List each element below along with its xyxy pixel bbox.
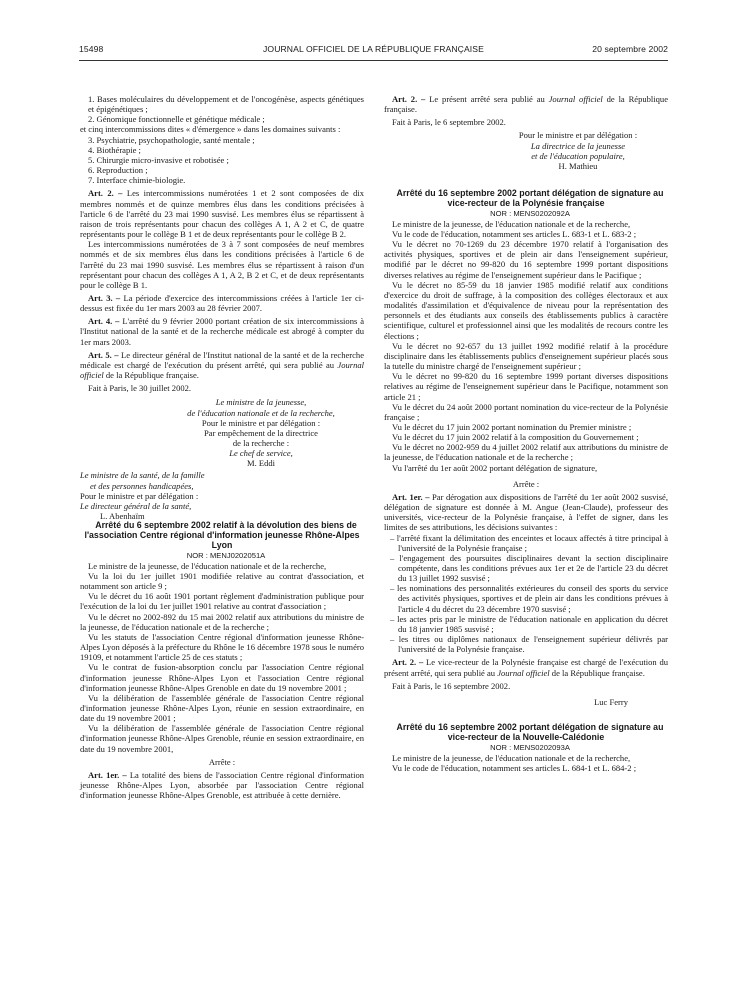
list-item: 7. Interface chimie-biologie.: [88, 175, 186, 186]
list-item: – les nominations des personnalités extérieures du conseil des sports du service des activités physiques, sportives et de plein air dans les conditions prévues à l'article 4 du décret du 23 décembre 1970 susvisé ;: [390, 583, 668, 614]
paragraph: Les intercommissions numérotées de 3 à 7 sont composées de neuf membres nommés et de six membres élus dans les conditions précisées à l'article 6 de l'arrêté du 23 mai 1990 susvisé. Les membres élus se répartissent à raison d'un représentant pour chacun des collèges A 1, A 2, B 2 et C, et de deux représentants pour le collège B 1.: [80, 239, 364, 290]
page-header: [79, 44, 668, 58]
paragraph: Vu la loi du 1er juillet 1901 modifiée relative au contrat d'association, et notamment son article 9 ;: [80, 570, 364, 592]
arrete-heading: Arrête :: [208, 756, 236, 767]
paragraph: Vu le décret no 99-820 du 16 septembre 1999 portant diverses dispositions relatives au régime de l'enseignement supérieur dans le Pacifique, notamment son article 21 ;: [384, 371, 668, 402]
signature-block: Le ministre de la santé, de la famille et des personnes handicapées, Pour le ministre et par délégation : Le directeur général de la santé, L. Abenhaïm: [80, 470, 364, 521]
article-paragraph: Art. 2. – Le présent arrêté sera publié au Journal officiel de la République française.: [384, 94, 668, 115]
signatory-name: M. Eddi: [246, 458, 275, 469]
paragraph: Vu le code de l'éducation, notamment ses articles L. 683-1 et L. 683-2 ;: [392, 229, 637, 239]
article-label: Art. 5. –: [88, 349, 119, 360]
article-label: Art. 1er. –: [88, 769, 127, 780]
article-label: Art. 2. –: [88, 188, 123, 199]
issue-date: 20 septembre 2002: [592, 44, 668, 54]
article-paragraph: Art. 4. – L'arrêté du 9 février 2000 portant création de six intercommissions à l'Institut national de la santé et de la recherche médicale est abrogé à compter du 1er mars 2003.: [80, 316, 364, 347]
paragraph: Le ministre de la jeunesse, de l'éducation nationale et de la recherche,: [392, 218, 631, 229]
list-item: 5. Chirurgie micro-invasive et robotisée ;: [88, 154, 229, 165]
paragraph: Vu l'arrêté du 1er août 2002 portant délégation de signature,: [392, 462, 598, 473]
paragraph: Vu le décret du 17 juin 2002 portant nomination du Premier ministre ;: [392, 421, 632, 432]
paragraph: Vu le code de l'éducation, notamment ses articles L. 684-1 et L. 684-2 ;: [392, 762, 637, 773]
paragraph: Vu le décret du 17 juin 2002 relatif à la composition du Gouvernement ;: [392, 432, 639, 443]
article-paragraph: Art. 1er. – La totalité des biens de l'association Centre régional d'information jeunesse Rhône-Alpes Lyon, absorbée par l'association Centre régional d'information jeunesse Rhône-Alpes Grenoble, est attribuée à cette dernière.: [80, 769, 364, 801]
list-item: – les actes pris par le ministre de l'éducation nationale en application du décret du 18 janvier 1985 susvisé ;: [390, 613, 668, 634]
list-item: 1. Bases moléculaires du développement et de l'oncogénèse, aspects génétiques et épigénétiques ;: [88, 94, 364, 115]
list-item: 3. Psychiatrie, psychopathologie, santé mentale ;: [88, 134, 255, 145]
list-item: – l'arrêté fixant la délimitation des enceintes et locaux affectés à titre principal à l'université de la Polynésie française ;: [390, 532, 668, 553]
signing-date: Fait à Paris, le 6 septembre 2002.: [392, 117, 506, 128]
list-item: – l'engagement des poursuites disciplinaires devant la section disciplinaire compétente, dans les conditions prévues aux 1er et 2e de l'article 23 du décret du 13 juillet 1992 susvisé ;: [390, 552, 668, 584]
paragraph: Vu le décret du 24 août 2000 portant nomination du vice-recteur de la Polynésie française ;: [384, 401, 668, 422]
article-paragraph: Art. 2. – Les intercommissions numérotées 1 et 2 sont composées de dix membres nommés et de quinze membres élus dans les conditions précisées à l'article 6 de l'arrêté du 23 mai 1990 susvisé. Les membres élus se répartissent à raison de trois représentants pour chacun des collèges A 1, A 2 et C, de quatre représentants pour le collège B 1 et de deux représentants pour le collège B 2.: [80, 188, 365, 240]
paragraph: Vu le contrat de fusion-absorption conclu par l'association Centre régional d'information jeunesse Rhône-Alpes Lyon et l'association Centre régional d'information jeunesse Rhône-Alpes Grenoble en date du 19 novembre 2001 ;: [80, 662, 364, 693]
signatory-name: L. Abenhaïm: [100, 511, 145, 522]
paragraph: Vu la délibération de l'assemblée générale de l'association Centre régional d'information jeunesse Rhône-Alpes Grenoble, réunie en session extraordinaire, en date du 19 novembre 2001,: [80, 723, 364, 754]
paragraph: et cinq intercommissions dites « d'émergence » dans les domaines suivants :: [80, 124, 341, 135]
paragraph: Le ministre de la jeunesse, de l'éducation nationale et de la recherche,: [88, 560, 327, 571]
signing-date: Fait à Paris, le 30 juillet 2002.: [88, 383, 192, 394]
paragraph: Vu le décret no 2002-959 du 4 juillet 2002 relatif aux attributions du ministre de la jeunesse, de l'éducation nationale et de la recherche ;: [384, 442, 668, 463]
paragraph: Vu le décret no 70-1269 du 23 décembre 1970 relatif à l'organisation des activités physiques, sportives et de plein air dans l'enseignement supérieur, modifié par le décret no 99-820 du 16 septembre 1999 portant dispositions diverses relatives au régime de l'enseignement supérieur dans le Pacifique ;: [384, 239, 668, 280]
article-label: Art. 4. –: [88, 316, 120, 327]
list-item: 4. Biothérapie ;: [88, 144, 141, 155]
signatory-name: H. Mathieu: [558, 160, 598, 171]
article-label: Art. 2. –: [392, 657, 424, 668]
article-paragraph: Art. 1er. – Par dérogation aux dispositions de l'arrêté du 1er août 2002 susvisé, délégation de signature est donnée à M. Angue (Jean-Claude), professeur des universités, vice-recteur de la Polynésie française, à l'effet de signer, dans les limites de ses attributions, les décisions suivantes :: [384, 491, 668, 533]
list-item: 6. Reproduction ;: [88, 165, 148, 176]
signatory-name: Luc Ferry: [594, 696, 628, 707]
article-paragraph: Art. 5. – Le directeur général de l'Institut national de la santé et de la recherche médicale est chargé de l'exécution du présent arrêté, qui sera publié au Journal officiel de la République française.: [80, 349, 364, 381]
left-column: [80, 94, 364, 800]
list-item: – les titres ou diplômes nationaux de l'enseignement supérieur délivrés par l'université de la Polynésie française.: [390, 634, 668, 655]
article-paragraph: Art. 2. – Le vice-recteur de la Polynésie française est chargé de l'exécution du présent arrêté, qui sera publié au Journal officiel de la République française.: [384, 657, 669, 678]
paragraph: Vu les statuts de l'association Centre régional d'information jeunesse Rhône-Alpes Lyon déposés à la préfecture du Rhône le 16 décembre 1978 sous le numéro 19109, et notamment l'article 25 de ces statuts ;: [80, 631, 364, 663]
paragraph: Vu le décret no 85-59 du 18 janvier 1985 modifié relatif aux conditions d'exercice du droit de suffrage, à la composition des collèges électoraux et aux modalités d'assimilation et d'équivalence de niveau pour la représentation des personnels et des étudiants aux conseils des établissements publics à caractère scientifique, culturel et professionnel ainsi que les modalités de recours contre les élections ;: [384, 279, 668, 341]
decree-title: Arrêté du 16 septembre 2002 portant délégation de signature au vice-recteur de la Nouvelle-Calédonie: [396, 722, 664, 742]
article-label: Art. 1er. –: [392, 491, 430, 502]
article-paragraph: Art. 3. – La période d'exercice des intercommissions créées à l'article 1er ci-dessus est fixée du 1er mars 2003 au 28 février 2007.: [80, 292, 364, 314]
signature-block: Pour le ministre et par délégation : La directrice de la jeunesse et de l'éducation populaire, H. Mathieu: [480, 130, 668, 171]
page-number: 15498: [79, 44, 104, 54]
decree-title: Arrêté du 6 septembre 2002 relatif à la dévolution des biens de l'association Centre régional d'information jeunesse Rhône-Alpes Lyon: [84, 520, 360, 550]
signature-block: Le ministre de la jeunesse, de l'éducation nationale et de la recherche, Pour le ministre et par délégation : Par empêchement de la directrice de la recherche : Le chef de service, M. Eddi: [150, 397, 364, 468]
nor-reference: NOR : MENS0202092A: [490, 208, 570, 218]
signing-date: Fait à Paris, le 16 septembre 2002.: [392, 680, 511, 691]
paragraph: Vu le décret no 92-657 du 13 juillet 1992 modifié relatif à la procédure disciplinaire dans les établissements publics d'enseignement supérieur placés sous la tutelle du ministre chargé de l'enseignement supérieur ;: [384, 340, 668, 372]
list-item: 2. Génomique fonctionnelle et génétique médicale ;: [88, 114, 265, 125]
decree-title: Arrêté du 16 septembre 2002 portant délégation de signature au vice-recteur de la Polynésie française: [396, 188, 664, 208]
paragraph: Vu le décret du 16 août 1901 portant règlement d'administration publique pour l'exécution de la loi du 1er juillet 1901 relative au contrat d'association ;: [80, 591, 364, 612]
nor-reference: NOR : MENJ0202051A: [186, 550, 266, 560]
paragraph: Le ministre de la jeunesse, de l'éducation nationale et de la recherche,: [392, 752, 631, 763]
arrete-heading: Arrête :: [512, 478, 540, 489]
article-label: Art. 3. –: [88, 292, 121, 303]
nor-reference: NOR : MENS0202093A: [490, 742, 570, 752]
paragraph: Vu la délibération de l'assemblée générale de l'association Centre régional d'information jeunesse Rhône-Alpes Lyon, réunie en session extraordinaire, en date du 19 novembre 2001 ;: [80, 692, 364, 724]
right-column: [384, 94, 668, 773]
article-label: Art. 2. –: [392, 94, 426, 104]
journal-title: JOURNAL OFFICIEL DE LA RÉPUBLIQUE FRANÇAISE: [263, 44, 484, 54]
paragraph: Vu le décret no 2002-892 du 15 mai 2002 relatif aux attributions du ministre de la jeunesse, de l'éducation nationale et de la recherche ;: [80, 611, 364, 632]
header-rule: [79, 60, 668, 61]
